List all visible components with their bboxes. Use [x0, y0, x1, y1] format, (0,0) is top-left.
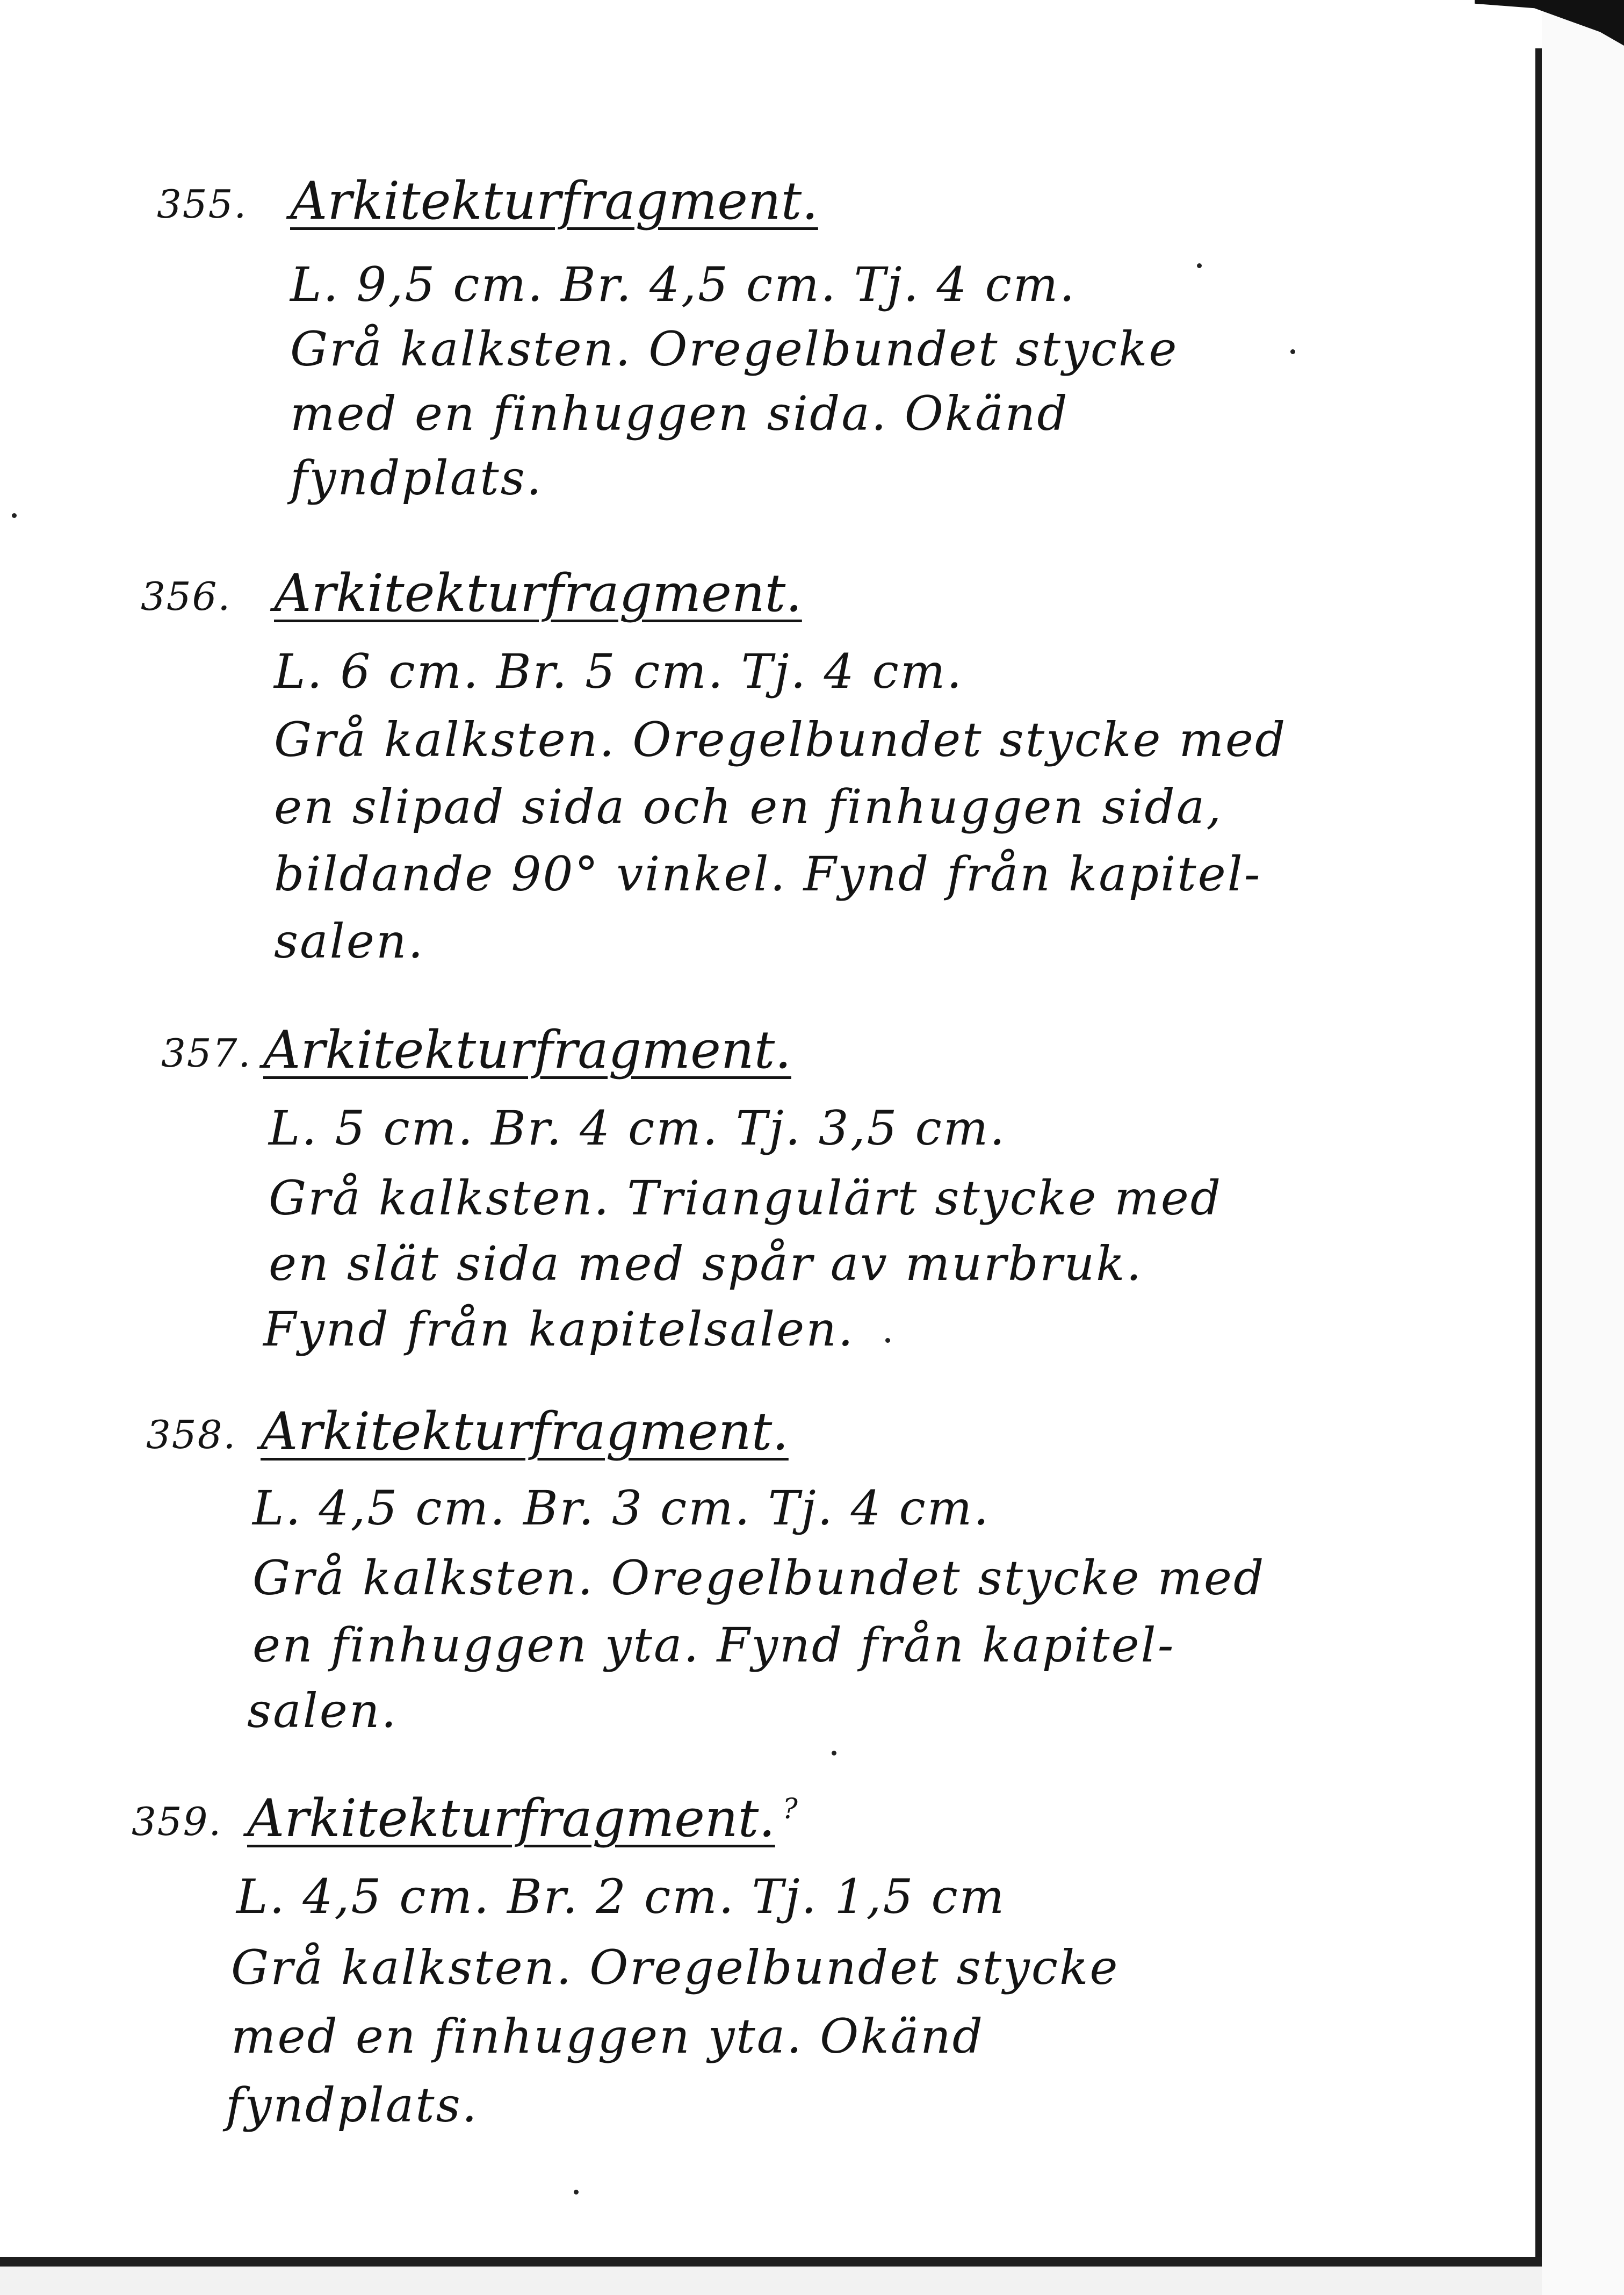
entry-title-query-mark: ? — [782, 1793, 798, 1825]
entry-title-text: Arkitekturfragment. — [261, 1401, 789, 1462]
entry-measurements: L. 5 cm. Br. 4 cm. Tj. 3,5 cm. — [269, 1100, 1007, 1156]
entry-description-line: salen. — [274, 913, 425, 969]
entry-description-line: Fynd från kapitelsalen. — [263, 1301, 855, 1357]
entry-title — [261, 1401, 789, 1462]
entry-title-text: Arkitekturfragment. — [274, 563, 802, 623]
entry-title-text: Arkitekturfragment. — [263, 1020, 791, 1080]
entry-title-text: Arkitekturfragment. — [290, 171, 818, 231]
ink-speck — [832, 1751, 836, 1756]
entry-title — [274, 563, 802, 623]
entry-description-line: med en finhuggen yta. Okänd — [231, 2009, 985, 2064]
entry-description-line: fyndplats. — [290, 450, 543, 506]
entry-title — [263, 1020, 791, 1080]
page-edge-right — [1535, 48, 1542, 2278]
entry-number: 359. — [132, 1799, 222, 1844]
entry-description-line: Grå kalksten. Oregelbundet stycke med — [252, 1550, 1266, 1606]
entry-measurements: L. 4,5 cm. Br. 3 cm. Tj. 4 cm. — [252, 1480, 991, 1536]
entry-description-line: Grå kalksten. Oregelbundet stycke — [231, 1940, 1120, 1995]
entry-number: 355. — [157, 182, 248, 227]
entry-measurements: L. 4,5 cm. Br. 2 cm. Tj. 1,5 cm — [236, 1869, 1006, 1924]
entry-title — [247, 1788, 798, 1848]
page-margin-bottom — [0, 2267, 1542, 2295]
entry-description-line: Grå kalksten. Oregelbundet stycke med — [274, 712, 1287, 767]
ink-speck — [12, 513, 17, 518]
entry-title — [290, 171, 818, 231]
entry-number: 358. — [146, 1412, 237, 1457]
entry-number: 357. — [161, 1031, 252, 1076]
ink-speck — [885, 1338, 890, 1343]
entry-description-line: Grå kalksten. Oregelbundet stycke — [290, 321, 1179, 377]
entry-number: 356. — [141, 574, 232, 619]
ink-speck — [574, 2190, 579, 2195]
entry-description-line: Grå kalksten. Triangulärt stycke med — [269, 1170, 1223, 1226]
ink-speck — [1197, 263, 1202, 268]
entry-description-line: en finhuggen yta. Fynd från kapitel- — [252, 1617, 1175, 1673]
entry-measurements: L. 6 cm. Br. 5 cm. Tj. 4 cm. — [274, 644, 964, 699]
entry-description-line: salen. — [247, 1683, 398, 1738]
page-margin-right — [1542, 0, 1624, 2295]
entry-measurements: L. 9,5 cm. Br. 4,5 cm. Tj. 4 cm. — [290, 257, 1077, 312]
entry-description-line: en slipad sida och en finhuggen sida, — [274, 779, 1223, 834]
entry-description-line: bildande 90° vinkel. Fynd från kapitel- — [274, 846, 1262, 902]
entry-description-line: en slät sida med spår av murbruk. — [269, 1236, 1143, 1291]
ink-speck — [1290, 349, 1295, 354]
page-edge-bottom — [0, 2257, 1542, 2267]
entry-description-line: fyndplats. — [226, 2077, 479, 2133]
entry-description-line: med en finhuggen sida. Okänd — [290, 386, 1069, 441]
entry-title-text: Arkitekturfragment. — [247, 1788, 775, 1848]
